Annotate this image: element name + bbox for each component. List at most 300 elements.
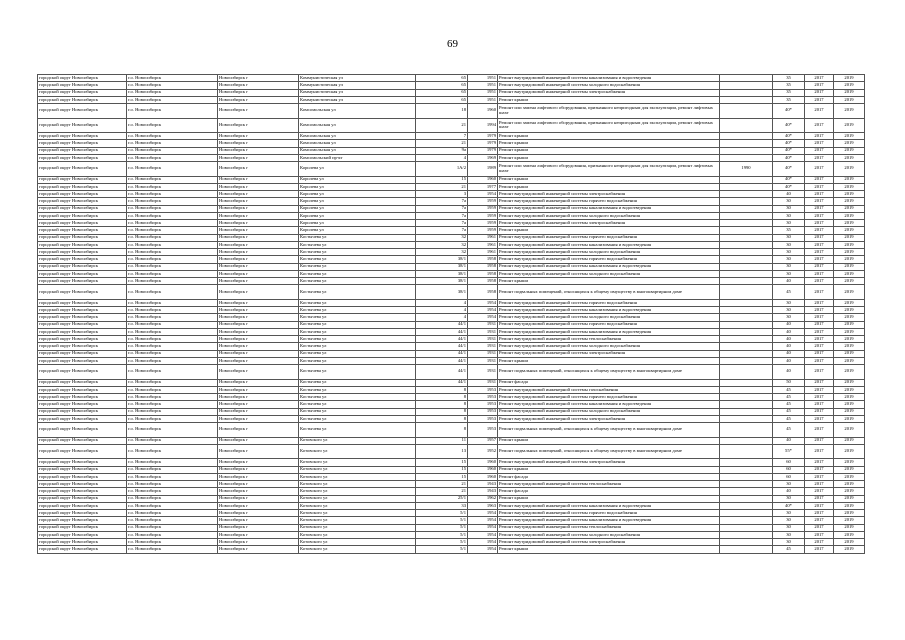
cell-extra-year <box>720 423 773 438</box>
cell-extra-year <box>720 517 773 524</box>
cell-extra-year <box>720 82 773 89</box>
cell-plan-start: 2017 <box>805 357 834 364</box>
table-row <box>38 314 865 321</box>
cell-house: 7а <box>416 212 468 219</box>
cell-plan-end: 2019 <box>834 386 865 393</box>
cell-extra-year <box>720 459 773 466</box>
table-row <box>38 176 865 183</box>
cell-settlement: Новосибирск г <box>218 415 299 422</box>
cell-settlement: Новосибирск г <box>218 96 299 103</box>
table-row <box>38 473 865 480</box>
cell-street: Котовского ул <box>299 517 416 524</box>
table-row <box>38 386 865 393</box>
cell-settlement: Новосибирск г <box>218 220 299 227</box>
cell-price-norm: 35 <box>773 227 805 234</box>
cell-municipality: городской округ Новосибирск <box>38 183 127 190</box>
cell-municipality: городской округ Новосибирск <box>38 198 127 205</box>
cell-municipality: городской округ Новосибирск <box>38 96 127 103</box>
cell-plan-start: 2017 <box>805 510 834 517</box>
cell-house: 8 <box>416 394 468 401</box>
cell-municipality: городской округ Новосибирск <box>38 249 127 256</box>
cell-settlement: Новосибирск г <box>218 539 299 546</box>
cell-plan-start: 2017 <box>805 321 834 328</box>
cell-year-built: 1951 <box>468 96 498 103</box>
cell-extra-year <box>720 234 773 241</box>
cell-street: Костычева ул <box>299 263 416 270</box>
cell-work-type: Ремонт внутридомовой инженерной системы электроснабжения <box>498 459 720 466</box>
cell-year-built: 1954 <box>468 531 498 538</box>
cell-plan-start: 2017 <box>805 263 834 270</box>
cell-plan-start: 2017 <box>805 220 834 227</box>
cell-municipality: городской округ Новосибирск <box>38 423 127 438</box>
table-row <box>38 140 865 147</box>
cell-municipality: городской округ Новосибирск <box>38 270 127 277</box>
cell-street: Костычева ул <box>299 299 416 306</box>
cell-plan-start: 2017 <box>805 481 834 488</box>
cell-municipality: городской округ Новосибирск <box>38 147 127 154</box>
cell-extra-year <box>720 227 773 234</box>
cell-house: 1А/2 <box>416 162 468 177</box>
cell-price-norm: 30 <box>773 307 805 314</box>
cell-plan-end: 2019 <box>834 104 865 119</box>
cell-settlement: Новосибирск г <box>218 524 299 531</box>
cell-year-built: 1954 <box>468 510 498 517</box>
cell-extra-year <box>720 176 773 183</box>
cell-extra-year <box>720 343 773 350</box>
table-row <box>38 524 865 531</box>
table-row <box>38 415 865 422</box>
table-row <box>38 336 865 343</box>
table-row <box>38 495 865 502</box>
cell-price-norm: 40* <box>773 104 805 119</box>
cell-district: г.о. Новосибирск <box>127 539 218 546</box>
cell-year-built: 1977 <box>468 183 498 190</box>
cell-extra-year <box>720 386 773 393</box>
cell-street: Котовского ул <box>299 531 416 538</box>
cell-municipality: городской округ Новосибирск <box>38 307 127 314</box>
cell-extra-year <box>720 444 773 459</box>
cell-house: 44/1 <box>416 343 468 350</box>
cell-extra-year <box>720 285 773 300</box>
cell-municipality: городской округ Новосибирск <box>38 444 127 459</box>
cell-district: г.о. Новосибирск <box>127 82 218 89</box>
cell-settlement: Новосибирск г <box>218 444 299 459</box>
cell-price-norm: 60 <box>773 466 805 473</box>
cell-municipality: городской округ Новосибирск <box>38 140 127 147</box>
cell-extra-year <box>720 321 773 328</box>
cell-municipality: городской округ Новосибирск <box>38 234 127 241</box>
cell-work-type: Ремонт внутридомовой инженерной системы канализования и водоотведения <box>498 75 720 82</box>
cell-price-norm: 45 <box>773 401 805 408</box>
cell-year-built: 1959 <box>468 198 498 205</box>
cell-plan-end: 2019 <box>834 198 865 205</box>
cell-plan-end: 2019 <box>834 183 865 190</box>
cell-plan-end: 2019 <box>834 82 865 89</box>
page-number: 69 <box>447 38 458 50</box>
cell-extra-year <box>720 89 773 96</box>
table-row <box>38 531 865 538</box>
cell-settlement: Новосибирск г <box>218 350 299 357</box>
cell-extra-year <box>720 437 773 444</box>
cell-extra-year <box>720 495 773 502</box>
cell-municipality: городской округ Новосибирск <box>38 401 127 408</box>
cell-extra-year <box>720 191 773 198</box>
cell-plan-start: 2017 <box>805 118 834 133</box>
cell-street: Костычева ул <box>299 401 416 408</box>
cell-work-type: Ремонт внутридомовой инженерной системы газоснабжения <box>498 386 720 393</box>
cell-work-type: Ремонт внутридомовой инженерной системы холодного водоснабжения <box>498 343 720 350</box>
cell-settlement: Новосибирск г <box>218 278 299 285</box>
cell-plan-start: 2017 <box>805 365 834 380</box>
cell-work-type: Ремонт внутридомовой инженерной системы холодного водоснабжения <box>498 249 720 256</box>
cell-municipality: городской округ Новосибирск <box>38 408 127 415</box>
cell-street: Костычева ул <box>299 415 416 422</box>
cell-street: Костычева ул <box>299 336 416 343</box>
cell-work-type: Ремонт внутридомовой инженерной системы горячего водоснабжения <box>498 510 720 517</box>
cell-settlement: Новосибирск г <box>218 401 299 408</box>
cell-work-type: Ремонт внутридомовой инженерной системы горячего водоснабжения <box>498 256 720 263</box>
cell-plan-end: 2019 <box>834 379 865 386</box>
table-row <box>38 444 865 459</box>
cell-plan-end: 2019 <box>834 357 865 364</box>
cell-house: 65 <box>416 96 468 103</box>
table-row <box>38 96 865 103</box>
cell-street: Костычева ул <box>299 343 416 350</box>
table-body <box>38 75 865 554</box>
cell-street: Костычева ул <box>299 270 416 277</box>
cell-settlement: Новосибирск г <box>218 394 299 401</box>
cell-street: Костычева ул <box>299 321 416 328</box>
table-row <box>38 307 865 314</box>
cell-plan-end: 2019 <box>834 140 865 147</box>
cell-house: 15 <box>416 466 468 473</box>
cell-price-norm: 40 <box>773 278 805 285</box>
cell-plan-start: 2017 <box>805 350 834 357</box>
table-row <box>38 89 865 96</box>
cell-street: Котовского ул <box>299 473 416 480</box>
cell-work-type: Ремонт крыши <box>498 96 720 103</box>
cell-district: г.о. Новосибирск <box>127 212 218 219</box>
cell-price-norm: 30 <box>773 234 805 241</box>
cell-year-built: 1931 <box>468 343 498 350</box>
cell-price-norm: 40* <box>773 133 805 140</box>
cell-settlement: Новосибирск г <box>218 459 299 466</box>
cell-extra-year <box>720 133 773 140</box>
cell-municipality: городской округ Новосибирск <box>38 488 127 495</box>
cell-settlement: Новосибирск г <box>218 343 299 350</box>
cell-year-built: 1959 <box>468 227 498 234</box>
cell-work-type: Ремонт внутридомовой инженерной системы холодного водоснабжения <box>498 531 720 538</box>
table-row <box>38 183 865 190</box>
cell-plan-end: 2019 <box>834 401 865 408</box>
cell-municipality: городской округ Новосибирск <box>38 510 127 517</box>
cell-price-norm: 35 <box>773 89 805 96</box>
table-row <box>38 343 865 350</box>
cell-plan-end: 2019 <box>834 481 865 488</box>
cell-settlement: Новосибирск г <box>218 191 299 198</box>
cell-plan-start: 2017 <box>805 154 834 161</box>
cell-district: г.о. Новосибирск <box>127 524 218 531</box>
cell-extra-year <box>720 256 773 263</box>
cell-municipality: городской округ Новосибирск <box>38 365 127 380</box>
cell-municipality: городской округ Новосибирск <box>38 379 127 386</box>
cell-settlement: Новосибирск г <box>218 118 299 133</box>
cell-street: Комсомольский пр-кт <box>299 154 416 161</box>
cell-year-built: 1943 <box>468 481 498 488</box>
cell-street: Костычева ул <box>299 256 416 263</box>
cell-price-norm: 40* <box>773 162 805 177</box>
table-row <box>38 408 865 415</box>
cell-plan-start: 2017 <box>805 343 834 350</box>
table-row <box>38 104 865 119</box>
cell-work-type: Ремонт внутридомовой инженерной системы электроснабжения <box>498 89 720 96</box>
cell-district: г.о. Новосибирск <box>127 357 218 364</box>
cell-street: Костычева ул <box>299 314 416 321</box>
cell-work-type: Ремонт внутридомовой инженерной системы электроснабжения <box>498 220 720 227</box>
cell-price-norm: 50 <box>773 379 805 386</box>
cell-settlement: Новосибирск г <box>218 466 299 473</box>
table-row <box>38 459 865 466</box>
cell-district: г.о. Новосибирск <box>127 481 218 488</box>
cell-house: 44/1 <box>416 379 468 386</box>
cell-plan-start: 2017 <box>805 473 834 480</box>
cell-price-norm: 30 <box>773 524 805 531</box>
cell-work-type: Ремонт подвальных помещений, относящихся к общему имуществу в многоквартирном доме <box>498 444 720 459</box>
cell-house: 5/1 <box>416 510 468 517</box>
cell-work-type: Ремонт подвальных помещений, относящихся к общему имуществу в многоквартирном доме <box>498 423 720 438</box>
cell-extra-year <box>720 531 773 538</box>
cell-municipality: городской округ Новосибирск <box>38 495 127 502</box>
cell-work-type: Ремонт крыши <box>498 437 720 444</box>
cell-year-built: 1958 <box>468 285 498 300</box>
cell-work-type: Ремонт внутридомовой инженерной системы электроснабжения <box>498 191 720 198</box>
cell-price-norm: 40* <box>773 154 805 161</box>
cell-street: Коммунистическая ул <box>299 75 416 82</box>
cell-price-norm: 45 <box>773 415 805 422</box>
cell-house: 21 <box>416 183 468 190</box>
table-row <box>38 357 865 364</box>
cell-district: г.о. Новосибирск <box>127 191 218 198</box>
cell-year-built: 1959 <box>468 220 498 227</box>
cell-house: 8 <box>416 386 468 393</box>
cell-extra-year <box>720 75 773 82</box>
cell-district: г.о. Новосибирск <box>127 270 218 277</box>
cell-plan-start: 2017 <box>805 278 834 285</box>
cell-plan-end: 2019 <box>834 473 865 480</box>
cell-price-norm: 30 <box>773 531 805 538</box>
table-row <box>38 488 865 495</box>
cell-extra-year <box>720 328 773 335</box>
cell-plan-start: 2017 <box>805 249 834 256</box>
cell-house: 32 <box>416 234 468 241</box>
table-row <box>38 220 865 227</box>
cell-price-norm: 30 <box>773 495 805 502</box>
cell-municipality: городской округ Новосибирск <box>38 328 127 335</box>
cell-settlement: Новосибирск г <box>218 473 299 480</box>
cell-year-built: 1931 <box>468 357 498 364</box>
cell-plan-start: 2017 <box>805 227 834 234</box>
cell-settlement: Новосибирск г <box>218 227 299 234</box>
table-row <box>38 133 865 140</box>
cell-extra-year: 1990 <box>720 162 773 177</box>
cell-year-built: 1953 <box>468 386 498 393</box>
cell-district: г.о. Новосибирск <box>127 133 218 140</box>
cell-house: 25/1 <box>416 495 468 502</box>
cell-settlement: Новосибирск г <box>218 307 299 314</box>
cell-house: 7 <box>416 133 468 140</box>
cell-price-norm: 40 <box>773 328 805 335</box>
cell-plan-start: 2017 <box>805 336 834 343</box>
cell-district: г.о. Новосибирск <box>127 140 218 147</box>
cell-house: 15 <box>416 473 468 480</box>
cell-house: 44/1 <box>416 328 468 335</box>
cell-street: Котовского ул <box>299 539 416 546</box>
cell-extra-year <box>720 212 773 219</box>
cell-year-built: 1953 <box>468 401 498 408</box>
cell-year-built: 1931 <box>468 379 498 386</box>
cell-year-built: 1962 <box>468 495 498 502</box>
cell-house: 44/1 <box>416 336 468 343</box>
cell-plan-end: 2019 <box>834 307 865 314</box>
table-row <box>38 234 865 241</box>
cell-plan-start: 2017 <box>805 546 834 553</box>
cell-extra-year <box>720 510 773 517</box>
cell-year-built: 1943 <box>468 488 498 495</box>
cell-year-built: 1958 <box>468 263 498 270</box>
cell-plan-start: 2017 <box>805 140 834 147</box>
cell-price-norm: 40* <box>773 118 805 133</box>
cell-street: Королева ул <box>299 212 416 219</box>
cell-year-built: 1989 <box>468 162 498 177</box>
cell-district: г.о. Новосибирск <box>127 205 218 212</box>
cell-settlement: Новосибирск г <box>218 162 299 177</box>
cell-plan-end: 2019 <box>834 517 865 524</box>
cell-house: 38/1 <box>416 256 468 263</box>
cell-work-type: Ремонт внутридомовой инженерной системы горячего водоснабжения <box>498 234 720 241</box>
cell-work-type: Ремонт крыши <box>498 495 720 502</box>
cell-work-type: Ремонт крыши <box>498 147 720 154</box>
cell-plan-start: 2017 <box>805 386 834 393</box>
cell-price-norm: 40 <box>773 191 805 198</box>
cell-plan-start: 2017 <box>805 307 834 314</box>
cell-year-built: 1958 <box>468 278 498 285</box>
cell-street: Котовского ул <box>299 524 416 531</box>
cell-plan-end: 2019 <box>834 191 865 198</box>
cell-price-norm: 30 <box>773 314 805 321</box>
table-row <box>38 227 865 234</box>
cell-plan-start: 2017 <box>805 524 834 531</box>
cell-work-type: Ремонт внутридомовой инженерной системы электроснабжения <box>498 539 720 546</box>
cell-plan-end: 2019 <box>834 459 865 466</box>
cell-extra-year <box>720 394 773 401</box>
cell-price-norm: 40 <box>773 357 805 364</box>
cell-price-norm: 40* <box>773 502 805 509</box>
cell-district: г.о. Новосибирск <box>127 350 218 357</box>
cell-street: Костычева ул <box>299 285 416 300</box>
table-row <box>38 256 865 263</box>
cell-year-built: 1960 <box>468 176 498 183</box>
cell-year-built: 1951 <box>468 89 498 96</box>
cell-house: 8 <box>416 423 468 438</box>
cell-settlement: Новосибирск г <box>218 82 299 89</box>
cell-municipality: городской округ Новосибирск <box>38 104 127 119</box>
cell-municipality: городской округ Новосибирск <box>38 212 127 219</box>
table-row <box>38 502 865 509</box>
cell-district: г.о. Новосибирск <box>127 546 218 553</box>
cell-work-type: Ремонт крыши <box>498 357 720 364</box>
cell-plan-start: 2017 <box>805 133 834 140</box>
cell-settlement: Новосибирск г <box>218 437 299 444</box>
cell-house: 32 <box>416 249 468 256</box>
cell-municipality: городской округ Новосибирск <box>38 191 127 198</box>
cell-price-norm: 40 <box>773 365 805 380</box>
cell-year-built: 1951 <box>468 75 498 82</box>
cell-house: 21 <box>416 481 468 488</box>
cell-extra-year <box>720 147 773 154</box>
cell-work-type: Ремонт или замена лифтового оборудования, признанного непригодным для эксплуатации, ремонт лифтовых шахт <box>498 104 720 119</box>
cell-settlement: Новосибирск г <box>218 154 299 161</box>
cell-municipality: городской округ Новосибирск <box>38 394 127 401</box>
cell-price-norm: 35 <box>773 96 805 103</box>
cell-municipality: городской округ Новосибирск <box>38 89 127 96</box>
cell-plan-end: 2019 <box>834 408 865 415</box>
table-row <box>38 205 865 212</box>
cell-district: г.о. Новосибирск <box>127 336 218 343</box>
cell-district: г.о. Новосибирск <box>127 473 218 480</box>
cell-work-type: Ремонт крыши <box>498 278 720 285</box>
cell-extra-year <box>720 379 773 386</box>
cell-plan-end: 2019 <box>834 147 865 154</box>
cell-district: г.о. Новосибирск <box>127 466 218 473</box>
cell-district: г.о. Новосибирск <box>127 176 218 183</box>
table-row <box>38 437 865 444</box>
cell-house: 9а <box>416 147 468 154</box>
cell-district: г.о. Новосибирск <box>127 321 218 328</box>
cell-municipality: городской округ Новосибирск <box>38 415 127 422</box>
cell-extra-year <box>720 154 773 161</box>
cell-extra-year <box>720 183 773 190</box>
cell-settlement: Новосибирск г <box>218 328 299 335</box>
cell-street: Костычева ул <box>299 423 416 438</box>
cell-street: Комсомольская ул <box>299 147 416 154</box>
cell-price-norm: 30 <box>773 220 805 227</box>
cell-plan-end: 2019 <box>834 328 865 335</box>
cell-house: 4 <box>416 154 468 161</box>
cell-extra-year <box>720 241 773 248</box>
cell-street: Котовского ул <box>299 510 416 517</box>
cell-year-built: 1954 <box>468 524 498 531</box>
cell-extra-year <box>720 401 773 408</box>
cell-district: г.о. Новосибирск <box>127 365 218 380</box>
cell-house: 21 <box>416 488 468 495</box>
cell-district: г.о. Новосибирск <box>127 394 218 401</box>
table-row <box>38 394 865 401</box>
table-row <box>38 162 865 177</box>
cell-plan-start: 2017 <box>805 423 834 438</box>
cell-house: 13 <box>416 444 468 459</box>
cell-plan-end: 2019 <box>834 270 865 277</box>
cell-street: Костычева ул <box>299 307 416 314</box>
cell-extra-year <box>720 481 773 488</box>
cell-plan-start: 2017 <box>805 466 834 473</box>
cell-municipality: городской округ Новосибирск <box>38 531 127 538</box>
cell-municipality: городской округ Новосибирск <box>38 343 127 350</box>
cell-settlement: Новосибирск г <box>218 176 299 183</box>
cell-price-norm: 40 <box>773 488 805 495</box>
cell-year-built: 1958 <box>468 270 498 277</box>
cell-settlement: Новосибирск г <box>218 198 299 205</box>
cell-plan-end: 2019 <box>834 488 865 495</box>
